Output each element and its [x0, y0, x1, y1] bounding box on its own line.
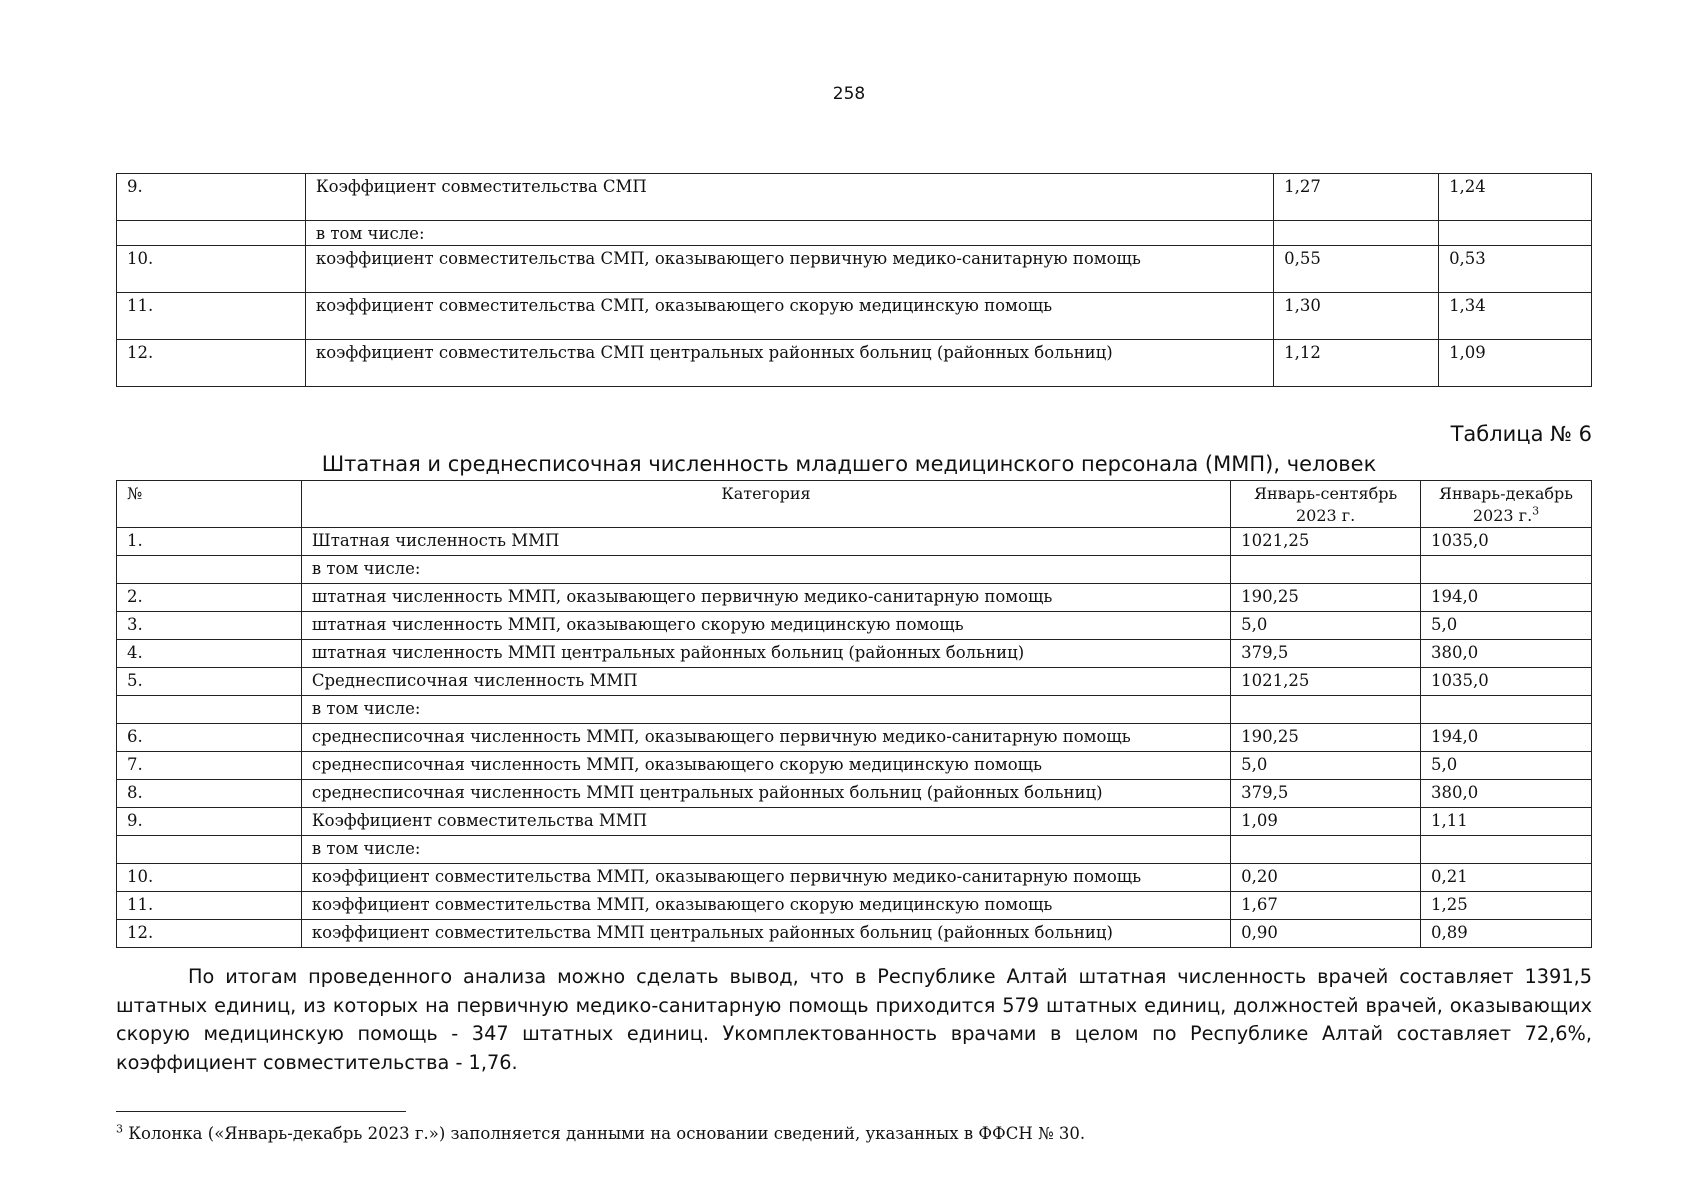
- row-label: среднесписочная численность ММП, оказывающего скорую медицинскую помощь: [301, 752, 1230, 780]
- table-caption: Таблица № 6: [1450, 422, 1592, 446]
- row-value-jan-dec: 1,34: [1439, 293, 1592, 340]
- table-row: [117, 836, 1592, 864]
- row-value-jan-dec: [1421, 836, 1592, 864]
- table-row: [117, 174, 1592, 221]
- table-row: [117, 864, 1592, 892]
- row-value-jan-sep: 1,30: [1274, 293, 1439, 340]
- row-value-jan-sep: [1231, 696, 1421, 724]
- row-label: штатная численность ММП центральных районных больниц (районных больниц): [301, 640, 1230, 668]
- row-value-jan-dec: 0,89: [1421, 920, 1592, 948]
- row-number: 5.: [117, 668, 302, 696]
- table-title: Штатная и среднесписочная численность младшего медицинского персонала (ММП), человек: [321, 452, 1377, 476]
- row-number: 12.: [117, 920, 302, 948]
- row-number: 7.: [117, 752, 302, 780]
- footnote-divider: [116, 1111, 406, 1112]
- table-row: [117, 920, 1592, 948]
- row-value-jan-sep: [1231, 556, 1421, 584]
- row-label: коэффициент совместительства СМП центральных районных больниц (районных больниц): [305, 340, 1273, 387]
- footnote: [116, 1124, 1085, 1143]
- row-number: [117, 696, 302, 724]
- conclusion-paragraph: По итогам проведенного анализа можно сделать вывод, что в Республике Алтай штатная численность врачей составляет 1391,5 штатных единиц, из которых на первичную медико-санитарную помощь приходится 579 штатных единиц, должностей врачей, оказывающих скорую медицинскую помощь - 347 штатных единиц. Укомплектованность врачами в целом по Республике Алтай составляет 72,6%, коэффициент совместительства - 1,76.: [116, 965, 1592, 1074]
- table-row: [117, 246, 1592, 293]
- row-value-jan-dec: 1,11: [1421, 808, 1592, 836]
- header-num: №: [117, 481, 302, 528]
- header-jan-dec-year: 2023 г.: [1472, 506, 1533, 525]
- row-label: коэффициент совместительства ММП, оказывающего скорую медицинскую помощь: [301, 892, 1230, 920]
- row-value-jan-dec: 1,09: [1439, 340, 1592, 387]
- row-label: Коэффициент совместительства ММП: [301, 808, 1230, 836]
- row-value-jan-sep: 190,25: [1231, 724, 1421, 752]
- row-number: 11.: [117, 293, 306, 340]
- row-number: 2.: [117, 584, 302, 612]
- row-value-jan-sep: 1,27: [1274, 174, 1439, 221]
- row-label: в том числе:: [305, 221, 1273, 246]
- footnote-text: Колонка («Январь-декабрь 2023 г.») заполняется данными на основании сведений, указанных в ФФСН № 30.: [123, 1124, 1086, 1143]
- footnote-marker: 3: [116, 1122, 123, 1136]
- table-row: [117, 612, 1592, 640]
- table-row: [117, 556, 1592, 584]
- header-jan-sep-year: 2023 г.: [1295, 506, 1356, 525]
- row-label: Коэффициент совместительства СМП: [305, 174, 1273, 221]
- table-row: [117, 780, 1592, 808]
- table-row: [117, 668, 1592, 696]
- page-number: 258: [832, 84, 866, 104]
- table-row: [117, 584, 1592, 612]
- row-value-jan-dec: [1439, 221, 1592, 246]
- table-row: [117, 752, 1592, 780]
- row-value-jan-dec: 194,0: [1421, 724, 1592, 752]
- row-value-jan-sep: 5,0: [1231, 752, 1421, 780]
- row-value-jan-dec: 0,53: [1439, 246, 1592, 293]
- row-label: среднесписочная численность ММП центральных районных больниц (районных больниц): [301, 780, 1230, 808]
- row-label: штатная численность ММП, оказывающего первичную медико-санитарную помощь: [301, 584, 1230, 612]
- row-value-jan-sep: 0,55: [1274, 246, 1439, 293]
- header-jan-dec-period: Январь-декабрь: [1439, 484, 1573, 503]
- row-label: в том числе:: [301, 696, 1230, 724]
- footnote-ref: 3: [1532, 504, 1540, 518]
- header-category: Категория: [301, 481, 1230, 528]
- table-row: [117, 340, 1592, 387]
- row-number: 3.: [117, 612, 302, 640]
- table-row: [117, 808, 1592, 836]
- row-value-jan-sep: 1,67: [1231, 892, 1421, 920]
- row-value-jan-sep: 1021,25: [1231, 668, 1421, 696]
- table-row: [117, 892, 1592, 920]
- row-number: 4.: [117, 640, 302, 668]
- row-number: 1.: [117, 528, 302, 556]
- row-number: 10.: [117, 246, 306, 293]
- row-label: Среднесписочная численность ММП: [301, 668, 1230, 696]
- row-value-jan-dec: 5,0: [1421, 752, 1592, 780]
- row-value-jan-dec: 0,21: [1421, 864, 1592, 892]
- table-row: [117, 528, 1592, 556]
- header-jan-sep: [1231, 481, 1421, 528]
- row-number: [117, 556, 302, 584]
- row-number: 9.: [117, 174, 306, 221]
- row-label: штатная численность ММП, оказывающего скорую медицинскую помощь: [301, 612, 1230, 640]
- row-value-jan-sep: 0,90: [1231, 920, 1421, 948]
- row-value-jan-sep: 190,25: [1231, 584, 1421, 612]
- row-number: [117, 221, 306, 246]
- row-value-jan-sep: 379,5: [1231, 780, 1421, 808]
- table-header-row: [117, 481, 1592, 528]
- row-value-jan-dec: 1,25: [1421, 892, 1592, 920]
- row-number: [117, 836, 302, 864]
- row-label: коэффициент совместительства ММП центральных районных больниц (районных больниц): [301, 920, 1230, 948]
- row-value-jan-sep: [1231, 836, 1421, 864]
- row-number: 6.: [117, 724, 302, 752]
- row-label: в том числе:: [301, 836, 1230, 864]
- row-value-jan-sep: 1,12: [1274, 340, 1439, 387]
- row-value-jan-sep: 1,09: [1231, 808, 1421, 836]
- row-label: коэффициент совместительства СМП, оказывающего первичную медико-санитарную помощь: [305, 246, 1273, 293]
- table-row: [117, 293, 1592, 340]
- row-value-jan-dec: 1,24: [1439, 174, 1592, 221]
- table-row: [117, 724, 1592, 752]
- row-number: 8.: [117, 780, 302, 808]
- row-value-jan-dec: [1421, 556, 1592, 584]
- row-label: коэффициент совместительства СМП, оказывающего скорую медицинскую помощь: [305, 293, 1273, 340]
- row-value-jan-dec: 380,0: [1421, 640, 1592, 668]
- table-row: [117, 640, 1592, 668]
- mmp-staffing-table: [116, 480, 1592, 948]
- row-label: коэффициент совместительства ММП, оказывающего первичную медико-санитарную помощь: [301, 864, 1230, 892]
- row-value-jan-dec: [1421, 696, 1592, 724]
- row-value-jan-sep: [1274, 221, 1439, 246]
- row-label: Штатная численность ММП: [301, 528, 1230, 556]
- table-row: [117, 696, 1592, 724]
- row-value-jan-dec: 380,0: [1421, 780, 1592, 808]
- header-jan-sep-period: Январь-сентябрь: [1254, 484, 1398, 503]
- row-label: среднесписочная численность ММП, оказывающего первичную медико-санитарную помощь: [301, 724, 1230, 752]
- row-value-jan-dec: 1035,0: [1421, 528, 1592, 556]
- row-number: 9.: [117, 808, 302, 836]
- row-number: 11.: [117, 892, 302, 920]
- row-value-jan-sep: 0,20: [1231, 864, 1421, 892]
- row-value-jan-sep: 379,5: [1231, 640, 1421, 668]
- row-value-jan-dec: 194,0: [1421, 584, 1592, 612]
- header-jan-dec: [1421, 481, 1592, 528]
- row-value-jan-dec: 5,0: [1421, 612, 1592, 640]
- table-row: [117, 221, 1592, 246]
- row-number: 10.: [117, 864, 302, 892]
- row-label: в том числе:: [301, 556, 1230, 584]
- row-number: 12.: [117, 340, 306, 387]
- row-value-jan-dec: 1035,0: [1421, 668, 1592, 696]
- row-value-jan-sep: 1021,25: [1231, 528, 1421, 556]
- smp-coefficient-table: [116, 173, 1592, 387]
- row-value-jan-sep: 5,0: [1231, 612, 1421, 640]
